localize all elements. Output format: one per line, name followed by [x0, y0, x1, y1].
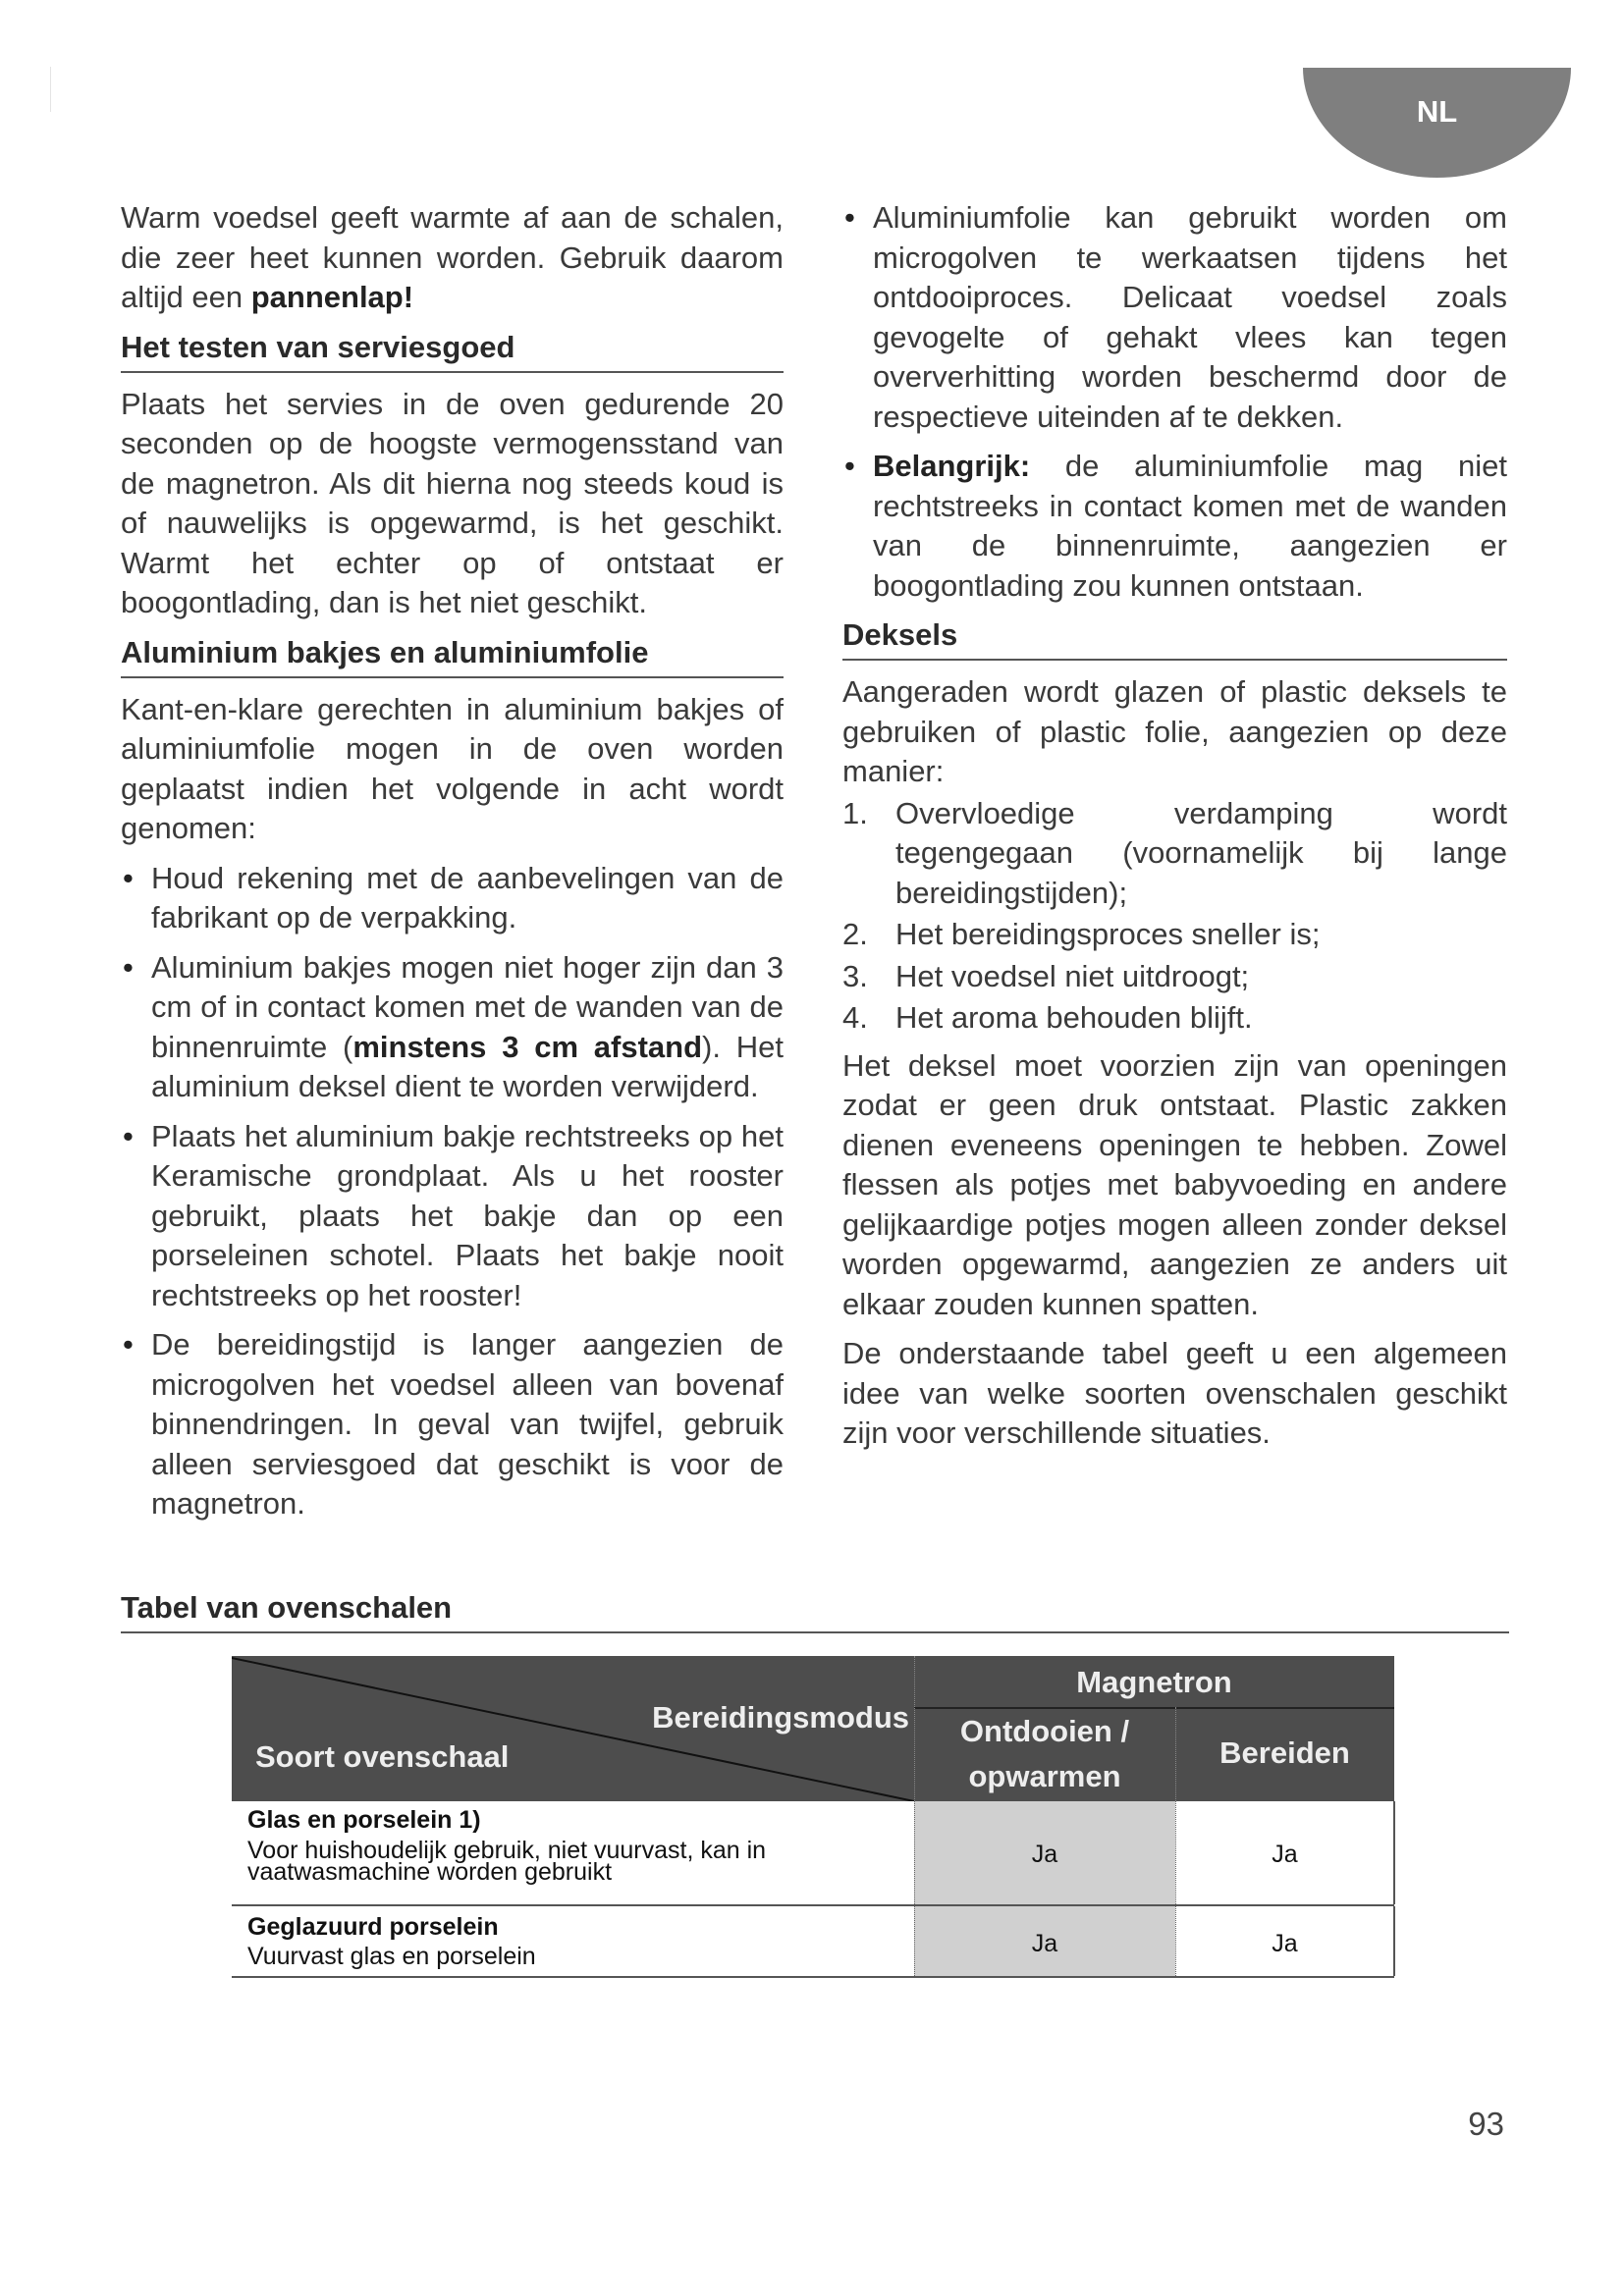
header-col2: Bereiden [1219, 1735, 1350, 1770]
row-border [1393, 1906, 1395, 1976]
ovenware-table [232, 1656, 1394, 1978]
item-text: Overvloedige verdamping wordt tegengegaan (voornamelijk bij lange bereidingstijden); [895, 795, 1507, 910]
aluminium-list [121, 859, 784, 1524]
language-badge: NL [1303, 68, 1571, 178]
row-vline [914, 1801, 915, 1904]
item-bold: minstens 3 cm afstand [352, 1029, 703, 1064]
row-title: Geglazuurd porselein [247, 1913, 499, 1941]
intro-paragraph [121, 198, 784, 318]
table-header [232, 1656, 1394, 1801]
intro-text: Warm voedsel geeft warmte af aan de schalen, die zeer heet kunnen worden. Gebruik daarom altijd een [121, 200, 784, 314]
page-number: 93 [1468, 2106, 1504, 2142]
item-number: 1. [842, 795, 868, 830]
table-row [232, 1906, 1394, 1978]
header-mode: Bereidingsmodus [652, 1700, 909, 1735]
header-type: Soort ovenschaal [255, 1739, 510, 1774]
item-text: Aluminium bakjes mogen niet hoger zijn dan 3 cm of in contact komen met de wanden van de binnenruimte ( [151, 949, 784, 1064]
testing-paragraph: Plaats het servies in de oven gedurende 20 seconden op de hoogste vermogensstand van de magnetron. Als dit hierna nog steeds koud is of nauwelijks is opgewarmd, is het geschikt. Warmt het echter op of ontstaat er boogontlading, dan is het niet geschikt. [121, 386, 784, 619]
cell-value: Ja [1031, 1930, 1058, 1957]
numbered-item [842, 957, 1507, 997]
header-group: Magnetron [1076, 1665, 1232, 1699]
numbered-item [842, 915, 1507, 955]
heading-aluminium: Aluminium bakjes en aluminiumfolie [121, 633, 784, 678]
item-number: 4. [842, 1000, 868, 1035]
lids-list [842, 794, 1507, 1039]
aluminium-paragraph: Kant-en-klare gerechten in aluminium bakjes of aluminiumfolie mogen in de oven worden geplaatst indien het volgende in acht wordt genomen: [121, 691, 784, 845]
list-item: • De bereidingstijd is langer aangezien de microgolven het voedsel alleen van bovenaf binnendringen. In geval van twijfel, gebruik alleen serviesgoed dat geschikt is voor de magnetron. [121, 1325, 784, 1524]
list-item: • Aluminiumfolie kan gebruikt worden om microgolven te werkaatsen tijdens het ontdooiproces. Delicaat voedsel zoals gevogelte of gehakt vlees kan tegen oververhitting worden beschermd door de respectieve uiteinden af te dekken. [842, 198, 1507, 437]
row-border [1393, 1801, 1395, 1904]
item-number: 2. [842, 917, 868, 951]
list-item [842, 447, 1507, 606]
row-vline [1175, 1801, 1176, 1904]
lids-paragraph: Aangeraden wordt glazen of plastic deksels te gebruiken of plastic folie, aangezien op deze manier: [842, 674, 1507, 788]
row-vline [914, 1906, 915, 1976]
list-item: • Plaats het aluminium bakje rechtstreeks op het Keramische grondplaat. Als u het rooster gebruikt, plaats het bakje dan op een porseleinen schotel. Plaats het bakje nooit rechtstreeks op het rooster! [121, 1117, 784, 1316]
item-text: ). Het aluminium deksel dient te worden verwijderd. [151, 1029, 785, 1103]
row-desc: Voor huishoudelijk gebruik, niet vuurvast, kan in vaatwasmachine worden gebruikt [247, 1837, 767, 1886]
table-heading: Tabel van ovenschalen [121, 1588, 1509, 1633]
foil-list [842, 198, 1507, 606]
header-col1-line: opwarmen [968, 1759, 1121, 1793]
lids-paragraph-2: Het deksel moet voorzien zijn van openingen zodat er geen druk ontstaat. Plastic zakken dienen eveneens openingen te hebben. Zowel flessen als potjes met babyvoeding en andere gelijkaardige potjes mogen alleen zonder deksel worden opgewarmd, aangezien ze anders uit elkaar zouden kunnen spatten. [842, 1047, 1507, 1321]
page-edge-mark [50, 67, 51, 112]
header-col1 [914, 1709, 1175, 1799]
row-label [247, 1806, 895, 1886]
cell-value: Ja [1272, 1930, 1298, 1957]
list-item: • Houd rekening met de aanbevelingen van de fabrikant op de verpakking. [121, 859, 784, 938]
heading-lids: Deksels [842, 615, 1507, 661]
item-number: 3. [842, 958, 868, 993]
item-bold: Belangrijk: [873, 449, 1031, 483]
cell-value: Ja [1031, 1841, 1058, 1868]
item-text: de aluminiumfolie mag niet rechtstreeks in contact komen met de wanden van de binnenruimte, aangezien er boogontlading zou kunnen ontstaan. [873, 449, 1507, 603]
header-vline [914, 1656, 915, 1801]
table-row [232, 1801, 1394, 1906]
table-intro: De onderstaande tabel geeft u een algemeen idee van welke soorten ovenschalen geschikt zijn voor verschillende situaties. [842, 1336, 1507, 1450]
header-vline [1175, 1707, 1176, 1801]
intro-bold: pannenlap! [250, 280, 414, 314]
list-item [121, 948, 784, 1107]
item-text: Het voedsel niet uitdroogt; [895, 958, 1250, 993]
numbered-item [842, 794, 1507, 914]
heading-testing: Het testen van serviesgoed [121, 328, 784, 373]
row-title: Glas en porselein 1) [247, 1806, 481, 1834]
item-text: Het bereidingsproces sneller is; [895, 917, 1321, 951]
right-column [842, 198, 1507, 1464]
row-label [247, 1912, 895, 1971]
header-col1-line: Ontdooien / [959, 1714, 1130, 1748]
item-text: Het aroma behouden blijft. [895, 1000, 1253, 1035]
left-column [121, 198, 784, 1534]
row-vline [1175, 1906, 1176, 1976]
cell-value: Ja [1272, 1841, 1298, 1868]
row-desc: Vuurvast glas en porselein [247, 1943, 536, 1970]
numbered-item [842, 998, 1507, 1039]
